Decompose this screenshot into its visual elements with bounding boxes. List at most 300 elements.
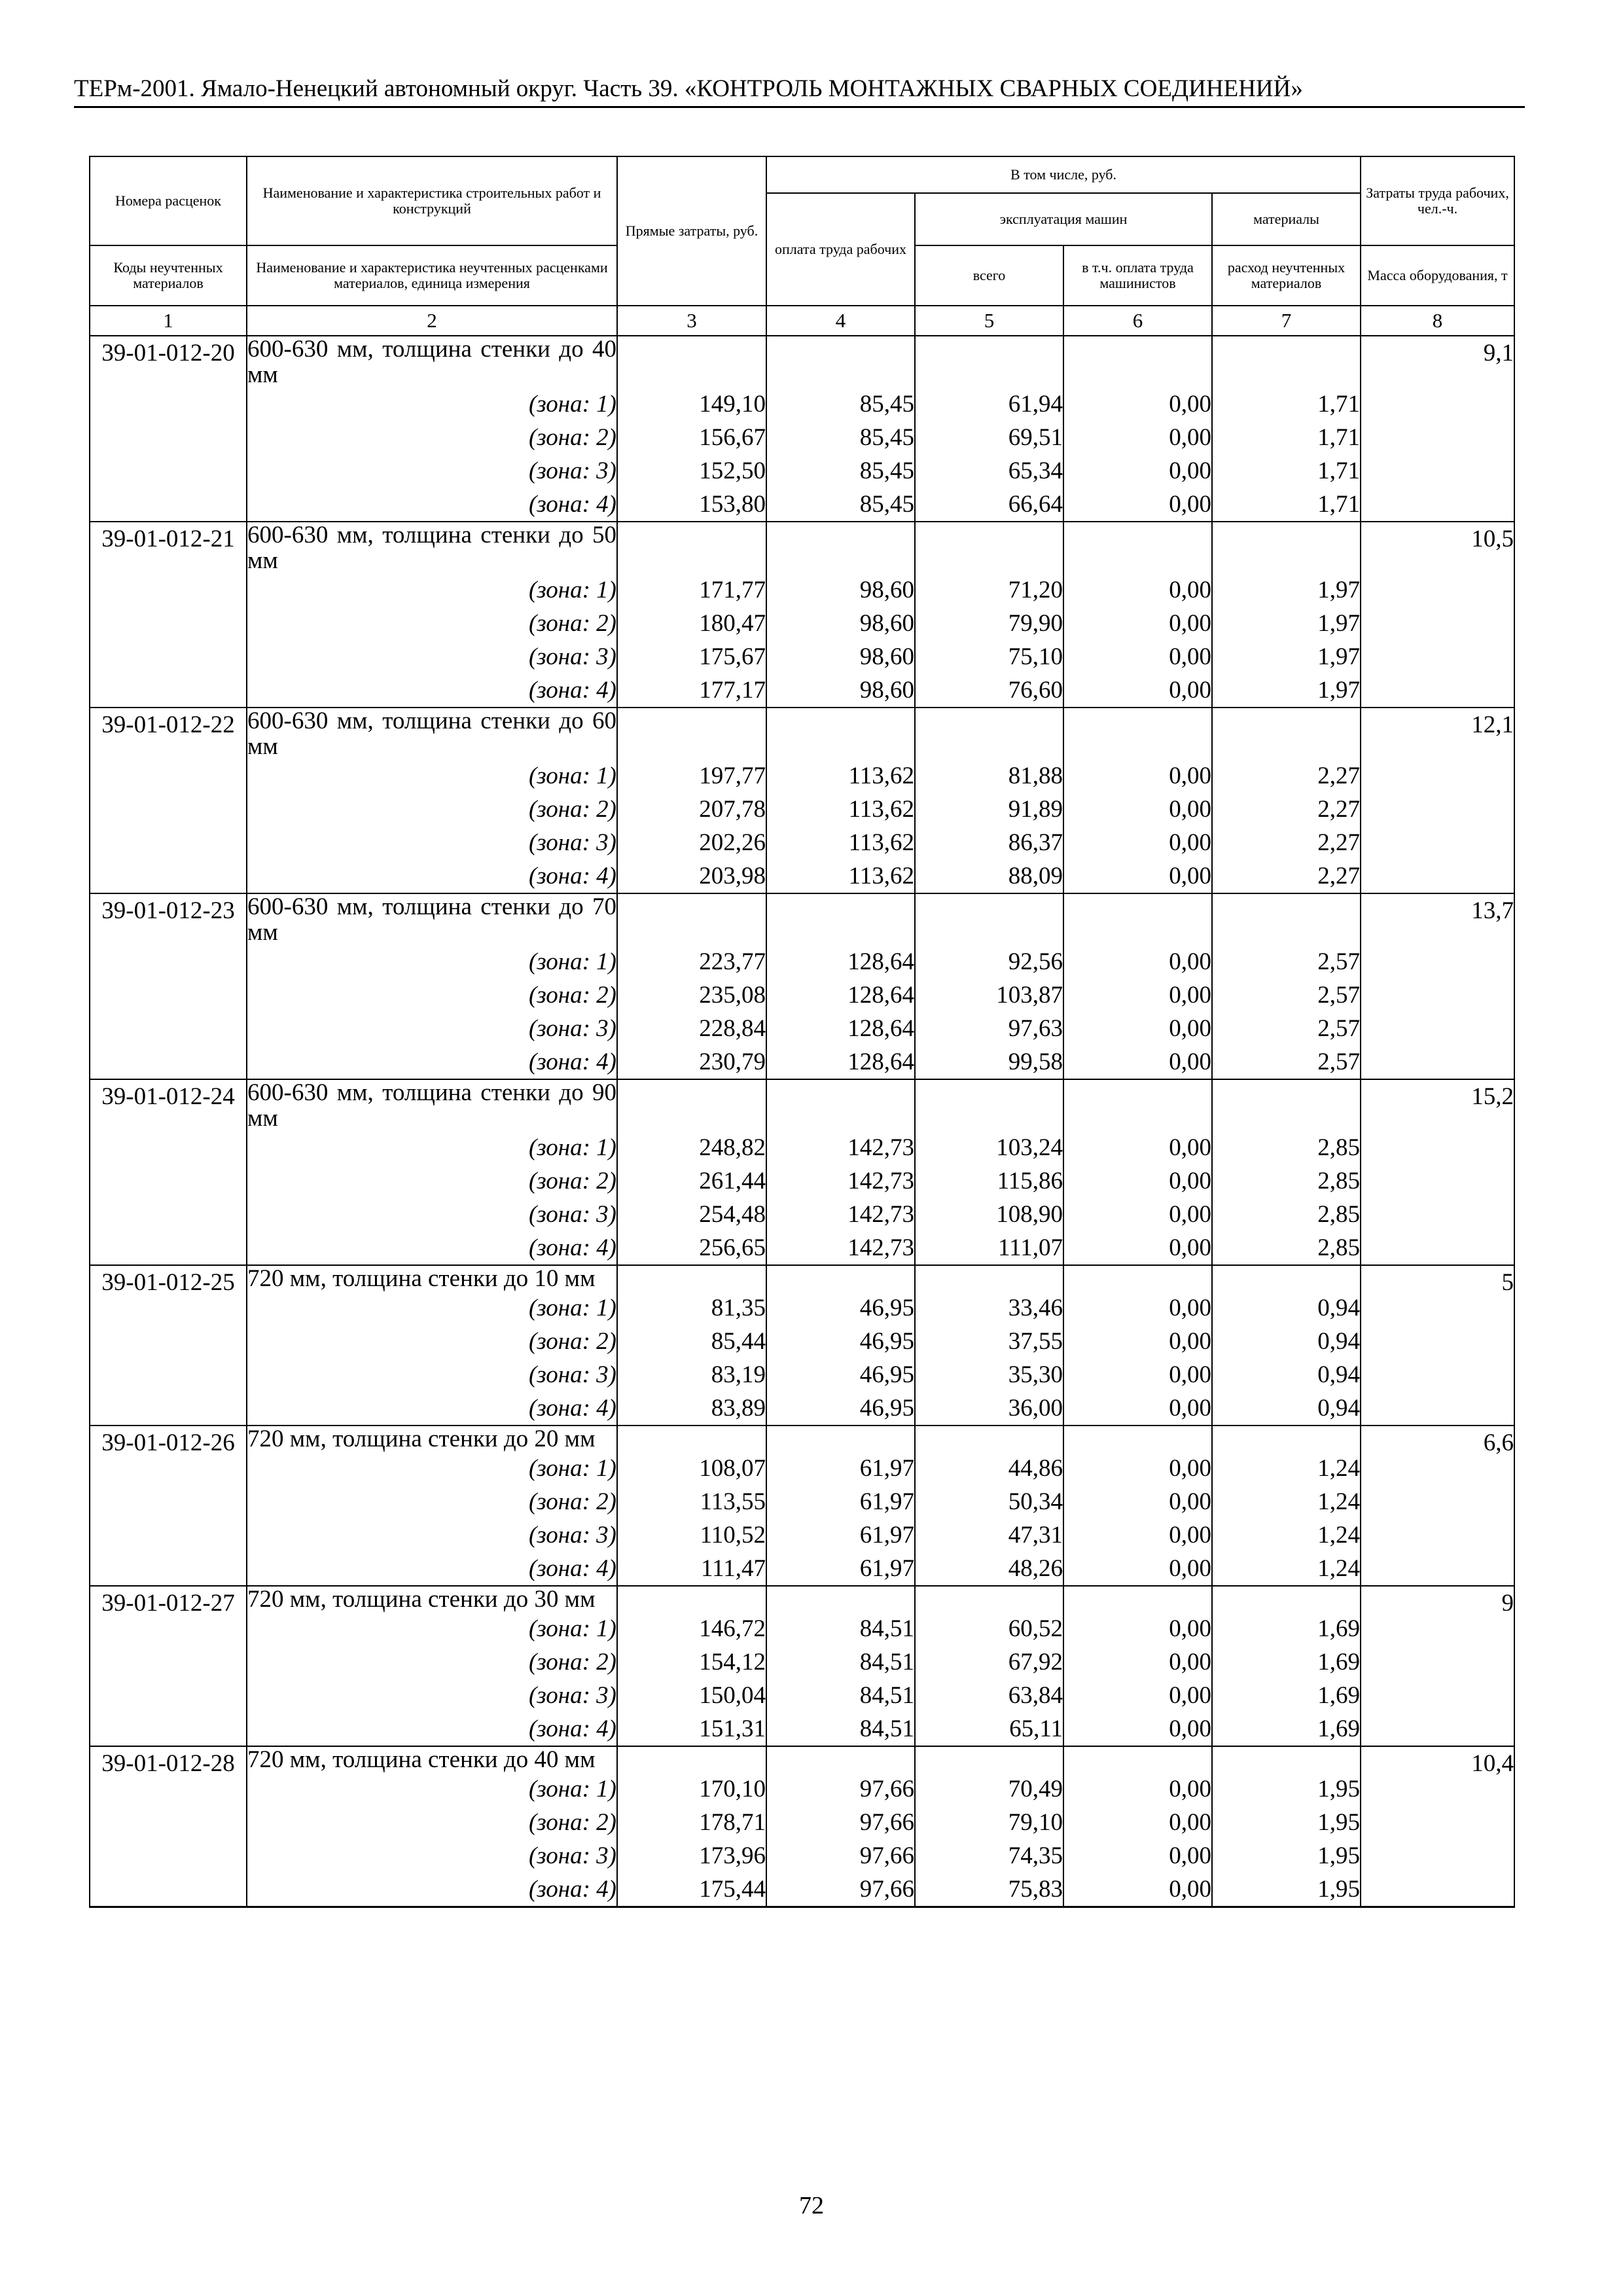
materials-value: 0,94 (1212, 1291, 1361, 1325)
machines-total-value: 75,83 (915, 1873, 1063, 1907)
worker-pay-value: 128,64 (766, 978, 915, 1012)
direct-costs-value: 151,31 (617, 1712, 766, 1746)
direct-costs-value: 175,44 (617, 1873, 766, 1907)
zone-row (90, 1231, 1514, 1265)
machines-total-value: 81,88 (915, 759, 1063, 793)
column-number: 4 (766, 306, 915, 336)
labor-hours: 15,2 (1361, 1079, 1514, 1265)
machines-total-value: 108,90 (915, 1198, 1063, 1231)
operator-pay-value: 0,00 (1063, 454, 1212, 488)
zone-row (90, 387, 1514, 421)
materials-value: 1,97 (1212, 607, 1361, 640)
rate-code: 39-01-012-25 (90, 1265, 247, 1426)
operator-pay-value: 0,00 (1063, 1839, 1212, 1873)
labor-hours: 10,4 (1361, 1746, 1514, 1907)
operator-pay-value: 0,00 (1063, 978, 1212, 1012)
zone-label: (зона: 2) (247, 1485, 617, 1518)
header-direct-costs: Прямые затраты, руб. (617, 156, 766, 306)
materials-value: 1,97 (1212, 640, 1361, 673)
materials-value: 1,95 (1212, 1873, 1361, 1907)
machines-total-value: 99,58 (915, 1045, 1063, 1079)
worker-pay-value: 84,51 (766, 1612, 915, 1645)
machines-total-value: 103,24 (915, 1131, 1063, 1164)
direct-costs-value: 235,08 (617, 978, 766, 1012)
direct-costs-value: 207,78 (617, 793, 766, 826)
empty-cell (1063, 1746, 1212, 1772)
machines-total-value: 71,20 (915, 573, 1063, 607)
zone-label: (зона: 3) (247, 1012, 617, 1045)
work-description: 720 мм, толщина стенки до 30 мм (247, 1586, 617, 1612)
worker-pay-value: 85,45 (766, 454, 915, 488)
header-machine-operation: эксплуатация машин (915, 193, 1212, 245)
direct-costs-value: 202,26 (617, 826, 766, 859)
machines-total-value: 44,86 (915, 1452, 1063, 1485)
zone-label: (зона: 3) (247, 826, 617, 859)
empty-cell (915, 1586, 1063, 1612)
machines-total-value: 91,89 (915, 793, 1063, 826)
zone-row (90, 1552, 1514, 1586)
header-operator-pay: в т.ч. оплата труда машинистов (1063, 245, 1212, 306)
empty-cell (766, 708, 915, 759)
direct-costs-value: 156,67 (617, 421, 766, 454)
empty-cell (915, 708, 1063, 759)
machines-total-value: 47,31 (915, 1518, 1063, 1552)
zone-label: (зона: 1) (247, 387, 617, 421)
zone-row (90, 978, 1514, 1012)
operator-pay-value: 0,00 (1063, 1291, 1212, 1325)
worker-pay-value: 85,45 (766, 421, 915, 454)
zone-row (90, 1645, 1514, 1679)
machines-total-value: 75,10 (915, 640, 1063, 673)
zone-row (90, 1012, 1514, 1045)
column-number: 8 (1361, 306, 1514, 336)
materials-value: 2,85 (1212, 1164, 1361, 1198)
rate-group-title-row (90, 522, 1514, 573)
zone-row (90, 826, 1514, 859)
machines-total-value: 66,64 (915, 488, 1063, 522)
labor-hours: 12,1 (1361, 708, 1514, 893)
direct-costs-value: 108,07 (617, 1452, 766, 1485)
empty-cell (1212, 1746, 1361, 1772)
zone-label: (зона: 4) (247, 1712, 617, 1746)
zone-label: (зона: 2) (247, 1806, 617, 1839)
direct-costs-value: 170,10 (617, 1772, 766, 1806)
machines-total-value: 115,86 (915, 1164, 1063, 1198)
zone-label: (зона: 2) (247, 1645, 617, 1679)
direct-costs-value: 152,50 (617, 454, 766, 488)
empty-cell (915, 522, 1063, 573)
worker-pay-value: 98,60 (766, 573, 915, 607)
materials-value: 2,27 (1212, 859, 1361, 893)
column-number: 1 (90, 306, 247, 336)
rate-code: 39-01-012-27 (90, 1586, 247, 1746)
zone-row (90, 1198, 1514, 1231)
empty-cell (915, 336, 1063, 387)
worker-pay-value: 113,62 (766, 826, 915, 859)
empty-cell (1212, 1426, 1361, 1452)
materials-value: 2,57 (1212, 1012, 1361, 1045)
zone-row (90, 488, 1514, 522)
operator-pay-value: 0,00 (1063, 1485, 1212, 1518)
work-description: 600-630 мм, толщина стенки до 70 мм (247, 893, 616, 946)
direct-costs-value: 113,55 (617, 1485, 766, 1518)
empty-cell (1212, 1079, 1361, 1131)
zone-row (90, 1839, 1514, 1873)
rate-group-title-row (90, 1426, 1514, 1452)
direct-costs-value: 171,77 (617, 573, 766, 607)
materials-value: 1,71 (1212, 421, 1361, 454)
zone-label: (зона: 3) (247, 1198, 617, 1231)
header-materials: материалы (1212, 193, 1361, 245)
work-description: 600-630 мм, толщина стенки до 60 мм (247, 708, 616, 760)
direct-costs-value: 110,52 (617, 1518, 766, 1552)
zone-row (90, 1612, 1514, 1645)
worker-pay-value: 84,51 (766, 1645, 915, 1679)
materials-value: 1,69 (1212, 1712, 1361, 1746)
zone-row (90, 1772, 1514, 1806)
worker-pay-value: 142,73 (766, 1164, 915, 1198)
labor-hours: 9 (1361, 1586, 1514, 1746)
materials-value: 2,27 (1212, 793, 1361, 826)
zone-label: (зона: 2) (247, 607, 617, 640)
operator-pay-value: 0,00 (1063, 1164, 1212, 1198)
work-description: 720 мм, толщина стенки до 40 мм (247, 1746, 617, 1772)
zone-label: (зона: 1) (247, 1612, 617, 1645)
materials-value: 1,69 (1212, 1679, 1361, 1712)
empty-cell (1212, 336, 1361, 387)
materials-value: 1,71 (1212, 387, 1361, 421)
worker-pay-value: 98,60 (766, 607, 915, 640)
operator-pay-value: 0,00 (1063, 793, 1212, 826)
empty-cell (766, 522, 915, 573)
direct-costs-value: 178,71 (617, 1806, 766, 1839)
empty-cell (617, 1586, 766, 1612)
header-unaccounted-name: Наименование и характеристика неучтенных расценками материалов, единица измерения (247, 245, 617, 306)
worker-pay-value: 113,62 (766, 859, 915, 893)
empty-cell (1212, 1586, 1361, 1612)
worker-pay-value: 128,64 (766, 1012, 915, 1045)
operator-pay-value: 0,00 (1063, 1231, 1212, 1265)
column-number: 7 (1212, 306, 1361, 336)
zone-row (90, 1358, 1514, 1391)
header-unaccounted-codes: Коды неучтенных материалов (90, 245, 247, 306)
zone-label: (зона: 3) (247, 1679, 617, 1712)
materials-value: 2,27 (1212, 826, 1361, 859)
operator-pay-value: 0,00 (1063, 573, 1212, 607)
empty-cell (617, 1265, 766, 1291)
operator-pay-value: 0,00 (1063, 640, 1212, 673)
empty-cell (766, 1426, 915, 1452)
empty-cell (1063, 1426, 1212, 1452)
materials-value: 1,95 (1212, 1772, 1361, 1806)
empty-cell (1063, 708, 1212, 759)
zone-label: (зона: 4) (247, 1045, 617, 1079)
document-header-title: ТЕРм-2001. Ямало-Ненецкий автономный округ. Часть 39. «КОНТРОЛЬ МОНТАЖНЫХ СВАРНЫХ СОЕДИНЕНИЙ» (74, 75, 1303, 102)
machines-total-value: 36,00 (915, 1391, 1063, 1426)
header-including: В том числе, руб. (766, 156, 1361, 193)
zone-label: (зона: 1) (247, 759, 617, 793)
header-equipment-mass: Масса оборудования, т (1361, 245, 1514, 306)
zone-label: (зона: 4) (247, 1552, 617, 1586)
zone-row (90, 1873, 1514, 1907)
operator-pay-value: 0,00 (1063, 945, 1212, 978)
zone-label: (зона: 4) (247, 859, 617, 893)
materials-value: 1,24 (1212, 1485, 1361, 1518)
rate-group-title-row (90, 708, 1514, 759)
worker-pay-value: 46,95 (766, 1358, 915, 1391)
materials-value: 2,57 (1212, 945, 1361, 978)
worker-pay-value: 46,95 (766, 1291, 915, 1325)
zone-row (90, 673, 1514, 708)
worker-pay-value: 98,60 (766, 640, 915, 673)
operator-pay-value: 0,00 (1063, 859, 1212, 893)
rate-group-title-row (90, 1079, 1514, 1131)
materials-value: 1,24 (1212, 1552, 1361, 1586)
work-description: 720 мм, толщина стенки до 20 мм (247, 1426, 617, 1452)
machines-total-value: 48,26 (915, 1552, 1063, 1586)
rate-code: 39-01-012-21 (90, 522, 247, 708)
zone-label: (зона: 1) (247, 1131, 617, 1164)
operator-pay-value: 0,00 (1063, 1712, 1212, 1746)
machines-total-value: 111,07 (915, 1231, 1063, 1265)
empty-cell (1212, 893, 1361, 945)
machines-total-value: 70,49 (915, 1772, 1063, 1806)
direct-costs-value: 177,17 (617, 673, 766, 708)
materials-value: 1,95 (1212, 1806, 1361, 1839)
machines-total-value: 35,30 (915, 1358, 1063, 1391)
materials-value: 2,57 (1212, 978, 1361, 1012)
zone-label: (зона: 2) (247, 1325, 617, 1358)
zone-label: (зона: 3) (247, 1518, 617, 1552)
work-description: 600-630 мм, толщина стенки до 90 мм (247, 1079, 616, 1132)
labor-hours: 6,6 (1361, 1426, 1514, 1586)
worker-pay-value: 97,66 (766, 1839, 915, 1873)
labor-hours: 10,5 (1361, 522, 1514, 708)
rate-code: 39-01-012-22 (90, 708, 247, 893)
operator-pay-value: 0,00 (1063, 1198, 1212, 1231)
direct-costs-value: 203,98 (617, 859, 766, 893)
worker-pay-value: 113,62 (766, 793, 915, 826)
operator-pay-value: 0,00 (1063, 673, 1212, 708)
machines-total-value: 86,37 (915, 826, 1063, 859)
direct-costs-value: 154,12 (617, 1645, 766, 1679)
zone-row (90, 1712, 1514, 1746)
machines-total-value: 92,56 (915, 945, 1063, 978)
table-header (90, 156, 1514, 336)
materials-value: 1,24 (1212, 1518, 1361, 1552)
machines-total-value: 65,11 (915, 1712, 1063, 1746)
zone-row (90, 1452, 1514, 1485)
materials-value: 2,85 (1212, 1198, 1361, 1231)
rate-group-title-row (90, 893, 1514, 945)
table-body (90, 336, 1514, 1907)
empty-cell (617, 708, 766, 759)
zone-row (90, 1291, 1514, 1325)
worker-pay-value: 142,73 (766, 1231, 915, 1265)
zone-label: (зона: 1) (247, 1772, 617, 1806)
machines-total-value: 37,55 (915, 1325, 1063, 1358)
direct-costs-value: 180,47 (617, 607, 766, 640)
direct-costs-value: 173,96 (617, 1839, 766, 1873)
machines-total-value: 60,52 (915, 1612, 1063, 1645)
zone-label: (зона: 2) (247, 978, 617, 1012)
machines-total-value: 76,60 (915, 673, 1063, 708)
materials-value: 1,71 (1212, 454, 1361, 488)
zone-label: (зона: 4) (247, 488, 617, 522)
zone-row (90, 1391, 1514, 1426)
empty-cell (766, 1746, 915, 1772)
direct-costs-value: 248,82 (617, 1131, 766, 1164)
operator-pay-value: 0,00 (1063, 1358, 1212, 1391)
header-total: всего (915, 245, 1063, 306)
rates-table (89, 156, 1515, 1908)
operator-pay-value: 0,00 (1063, 1045, 1212, 1079)
materials-value: 2,85 (1212, 1131, 1361, 1164)
operator-pay-value: 0,00 (1063, 607, 1212, 640)
empty-cell (1063, 1265, 1212, 1291)
worker-pay-value: 61,97 (766, 1452, 915, 1485)
worker-pay-value: 61,97 (766, 1485, 915, 1518)
direct-costs-value: 153,80 (617, 488, 766, 522)
direct-costs-value: 197,77 (617, 759, 766, 793)
zone-label: (зона: 4) (247, 673, 617, 708)
empty-cell (915, 1265, 1063, 1291)
work-description: 600-630 мм, толщина стенки до 50 мм (247, 522, 616, 574)
zone-row (90, 1131, 1514, 1164)
worker-pay-value: 128,64 (766, 1045, 915, 1079)
zone-row (90, 759, 1514, 793)
materials-value: 0,94 (1212, 1391, 1361, 1426)
operator-pay-value: 0,00 (1063, 387, 1212, 421)
header-unaccounted-consumption: расход неучтенных материалов (1212, 245, 1361, 306)
zone-row (90, 1164, 1514, 1198)
header-labor-costs: Затраты труда рабочих, чел.-ч. (1361, 156, 1514, 245)
direct-costs-value: 223,77 (617, 945, 766, 978)
work-description: 720 мм, толщина стенки до 10 мм (247, 1265, 617, 1291)
operator-pay-value: 0,00 (1063, 1612, 1212, 1645)
rate-code: 39-01-012-26 (90, 1426, 247, 1586)
operator-pay-value: 0,00 (1063, 826, 1212, 859)
rate-group-title-row (90, 1265, 1514, 1291)
worker-pay-value: 97,66 (766, 1806, 915, 1839)
operator-pay-value: 0,00 (1063, 1873, 1212, 1907)
rate-code: 39-01-012-24 (90, 1079, 247, 1265)
operator-pay-value: 0,00 (1063, 1012, 1212, 1045)
worker-pay-value: 128,64 (766, 945, 915, 978)
zone-label: (зона: 3) (247, 454, 617, 488)
zone-label: (зона: 1) (247, 945, 617, 978)
empty-cell (766, 1079, 915, 1131)
worker-pay-value: 142,73 (766, 1131, 915, 1164)
materials-value: 1,71 (1212, 488, 1361, 522)
worker-pay-value: 97,66 (766, 1873, 915, 1907)
machines-total-value: 79,10 (915, 1806, 1063, 1839)
machines-total-value: 103,87 (915, 978, 1063, 1012)
empty-cell (1063, 522, 1212, 573)
rate-group-title-row (90, 336, 1514, 387)
zone-row (90, 1485, 1514, 1518)
zone-label: (зона: 3) (247, 640, 617, 673)
zone-row (90, 640, 1514, 673)
zone-row (90, 1045, 1514, 1079)
zone-row (90, 1325, 1514, 1358)
header-worker-pay: оплата труда рабочих (766, 193, 915, 306)
direct-costs-value: 261,44 (617, 1164, 766, 1198)
zone-row (90, 1518, 1514, 1552)
direct-costs-value: 228,84 (617, 1012, 766, 1045)
column-number: 5 (915, 306, 1063, 336)
direct-costs-value: 111,47 (617, 1552, 766, 1586)
zone-label: (зона: 1) (247, 1291, 617, 1325)
zone-row (90, 573, 1514, 607)
direct-costs-value: 149,10 (617, 387, 766, 421)
worker-pay-value: 142,73 (766, 1198, 915, 1231)
operator-pay-value: 0,00 (1063, 1518, 1212, 1552)
empty-cell (1212, 1265, 1361, 1291)
rate-code: 39-01-012-28 (90, 1746, 247, 1907)
zone-row (90, 607, 1514, 640)
operator-pay-value: 0,00 (1063, 488, 1212, 522)
operator-pay-value: 0,00 (1063, 759, 1212, 793)
machines-total-value: 97,63 (915, 1012, 1063, 1045)
worker-pay-value: 85,45 (766, 387, 915, 421)
worker-pay-value: 84,51 (766, 1679, 915, 1712)
zone-row (90, 1806, 1514, 1839)
empty-cell (1063, 1079, 1212, 1131)
work-description: 600-630 мм, толщина стенки до 40 мм (247, 336, 616, 388)
zone-row (90, 454, 1514, 488)
empty-cell (1212, 522, 1361, 573)
worker-pay-value: 61,97 (766, 1552, 915, 1586)
zone-label: (зона: 4) (247, 1873, 617, 1907)
zone-row (90, 859, 1514, 893)
empty-cell (617, 893, 766, 945)
materials-value: 1,95 (1212, 1839, 1361, 1873)
operator-pay-value: 0,00 (1063, 1391, 1212, 1426)
materials-value: 2,85 (1212, 1231, 1361, 1265)
zone-row (90, 945, 1514, 978)
direct-costs-value: 254,48 (617, 1198, 766, 1231)
direct-costs-value: 85,44 (617, 1325, 766, 1358)
worker-pay-value: 46,95 (766, 1391, 915, 1426)
operator-pay-value: 0,00 (1063, 1131, 1212, 1164)
zone-label: (зона: 2) (247, 421, 617, 454)
materials-value: 1,69 (1212, 1612, 1361, 1645)
operator-pay-value: 0,00 (1063, 1325, 1212, 1358)
machines-total-value: 79,90 (915, 607, 1063, 640)
worker-pay-value: 97,66 (766, 1772, 915, 1806)
empty-cell (617, 336, 766, 387)
column-number: 6 (1063, 306, 1212, 336)
direct-costs-value: 83,19 (617, 1358, 766, 1391)
operator-pay-value: 0,00 (1063, 1645, 1212, 1679)
empty-cell (1063, 1586, 1212, 1612)
header-work-name: Наименование и характеристика строительных работ и конструкций (247, 156, 617, 245)
zone-row (90, 1679, 1514, 1712)
machines-total-value: 65,34 (915, 454, 1063, 488)
direct-costs-value: 146,72 (617, 1612, 766, 1645)
empty-cell (915, 1746, 1063, 1772)
operator-pay-value: 0,00 (1063, 421, 1212, 454)
rate-code: 39-01-012-23 (90, 893, 247, 1079)
machines-total-value: 69,51 (915, 421, 1063, 454)
empty-cell (617, 522, 766, 573)
worker-pay-value: 46,95 (766, 1325, 915, 1358)
column-number: 3 (617, 306, 766, 336)
worker-pay-value: 84,51 (766, 1712, 915, 1746)
labor-hours: 13,7 (1361, 893, 1514, 1079)
empty-cell (1212, 708, 1361, 759)
